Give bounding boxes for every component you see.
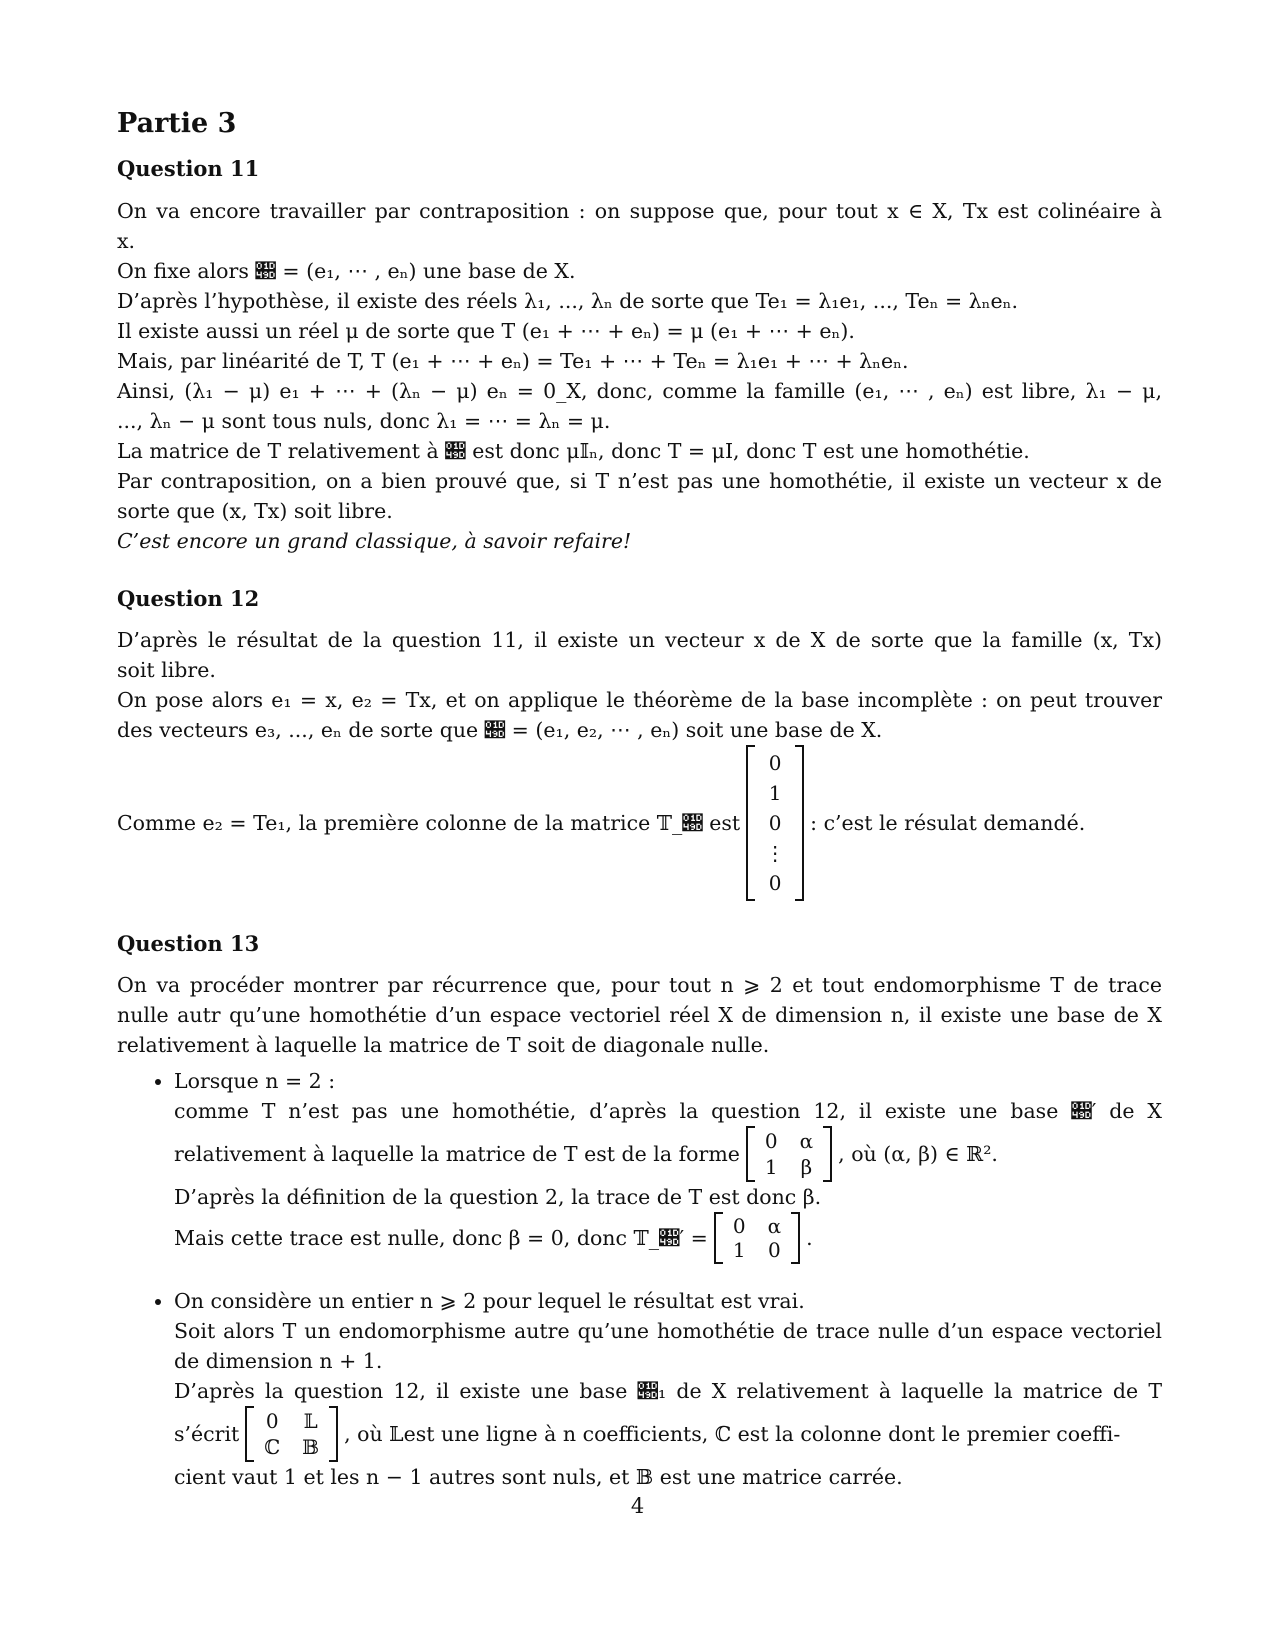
- q11-line: On fixe alors 𝒝 = (e₁, ⋯ , eₙ) une base de X.: [117, 258, 576, 283]
- q11-line: Mais, par linéarité de T, T (e₁ + ⋯ + eₙ) = Te₁ + ⋯ + Teₙ = λ₁e₁ + ⋯ + λₙeₙ.: [117, 348, 909, 373]
- bullet1-line3-after: , où (α, β) ∈ ℝ².: [838, 1141, 998, 1166]
- column-vector-entry: 0: [768, 810, 782, 835]
- q11-line: Il existe aussi un réel μ de sorte que T (e₁ + ⋯ + eₙ) = μ (e₁ + ⋯ + eₙ).: [117, 318, 855, 343]
- matrix-2x2: [714, 1212, 800, 1264]
- matrix-entry: β: [800, 1154, 813, 1179]
- block-matrix: [245, 1406, 338, 1462]
- q12-line: D’après le résultat de la question 11, il existe un vecteur x de X de sorte que la famille (x, Tx): [117, 627, 1162, 652]
- q11-line: x.: [117, 228, 136, 253]
- bullet2-line: • On considère un entier n ⩾ 2 pour lequel le résultat est vrai.: [174, 1288, 805, 1313]
- question-13-title: Question 13: [117, 930, 260, 956]
- column-vector-entry: ⋮: [765, 840, 786, 865]
- matrix-2x2: [746, 1126, 832, 1182]
- column-vector: [746, 745, 804, 901]
- q11-line: On va encore travailler par contraposition : on suppose que, pour tout x ∈ X, Tx est colinéaire à: [117, 198, 1162, 223]
- q12-line: des vecteurs e₃, ..., eₙ de sorte que 𝒝 = (e₁, e₂, ⋯ , eₙ) soit une base de X.: [117, 717, 883, 742]
- matrix-entry: 0: [265, 1408, 279, 1433]
- q12-column-after: : c’est le résulat demandé.: [810, 810, 1086, 835]
- q13-bullet-induction: [174, 1286, 1162, 1492]
- matrix-entry: α: [799, 1128, 814, 1153]
- matrix-entry: 𝔹: [302, 1434, 320, 1459]
- page-number: 4: [630, 1494, 645, 1518]
- matrix-entry: 0: [764, 1128, 778, 1153]
- matrix-entry: α: [767, 1213, 782, 1238]
- matrix-entry: 0: [732, 1213, 746, 1238]
- part-title: Partie 3: [117, 108, 237, 139]
- right-bracket: [329, 1406, 338, 1462]
- question-11-title: Question 11: [117, 156, 260, 182]
- q12-column-statement: [117, 745, 1162, 901]
- bullet1-line3-before: relativement à laquelle la matrice de T est de la forme: [174, 1141, 740, 1166]
- left-bracket: [245, 1406, 254, 1462]
- right-bracket: [791, 1212, 800, 1264]
- bullet1-line: comme T n’est pas une homothétie, d’après la question 12, il existe une base 𝒝′ de X: [174, 1098, 1162, 1123]
- left-bracket: [746, 1126, 755, 1182]
- matrix-entry: ℂ: [264, 1434, 281, 1459]
- q11-note: C’est encore un grand classique, à savoir refaire!: [117, 528, 632, 553]
- q11-line: D’après l’hypothèse, il existe des réels λ₁, ..., λₙ de sorte que Te₁ = λ₁e₁, ..., Teₙ = λₙeₙ.: [117, 288, 1019, 313]
- right-bracket: [795, 745, 804, 901]
- q12-line: On pose alors e₁ = x, e₂ = Tx, et on applique le théorème de la base incomplète : on peut trouver: [117, 687, 1162, 712]
- question-12-title: Question 12: [117, 585, 260, 611]
- left-bracket: [714, 1212, 723, 1264]
- bullet2-line5-after: , où 𝕃est une ligne à n coefficients, ℂ est la colonne dont le premier coeffi-: [344, 1421, 1121, 1446]
- q12-column-before: Comme e₂ = Te₁, la première colonne de la matrice 𝕋_𝒝 est: [117, 810, 741, 835]
- q11-line: ..., λₙ − μ sont tous nuls, donc λ₁ = ⋯ = λₙ = μ.: [117, 408, 611, 433]
- column-vector-entry: 0: [768, 750, 782, 775]
- matrix-entry: 𝕃: [303, 1408, 318, 1433]
- matrix-entry: 1: [764, 1154, 778, 1179]
- bullet2-line: de dimension n + 1.: [174, 1348, 383, 1373]
- q13-bullet-base-case: [174, 1066, 1162, 1264]
- q11-line: Ainsi, (λ₁ − μ) e₁ + ⋯ + (λₙ − μ) eₙ = 0_X, donc, comme la famille (e₁, ⋯ , eₙ) est libre, λ₁ − μ,: [117, 378, 1162, 403]
- bullet1-line: D’après la définition de la question 2, la trace de T est donc β.: [174, 1184, 822, 1209]
- q11-line: La matrice de T relativement à 𝒝 est donc μ𝕀ₙ, donc T = μI, donc T est une homothétie.: [117, 438, 1030, 463]
- page-content: [117, 108, 1162, 1522]
- bullet1-line5-after: .: [806, 1225, 813, 1250]
- bullet1-matrix-line: [174, 1212, 1162, 1264]
- bullet1-line: • Lorsque n = 2 :: [174, 1068, 336, 1093]
- q11-line: Par contraposition, on a bien prouvé que, si T n’est pas une homothétie, il existe un vecteur x de: [117, 468, 1162, 493]
- bullet1-matrix-line: [174, 1126, 1162, 1182]
- matrix-entry: 1: [732, 1237, 746, 1262]
- q12-line: soit libre.: [117, 657, 216, 682]
- q13-intro-line: nulle autr qu’une homothétie d’un espace vectoriel réel X de dimension n, il existe une base de X: [117, 1002, 1162, 1027]
- bullet2-matrix-line: [174, 1406, 1162, 1462]
- bullet1-line5-before: Mais cette trace est nulle, donc β = 0, donc 𝕋_𝒝′ =: [174, 1225, 708, 1250]
- question-11: [117, 156, 1162, 555]
- left-bracket: [746, 745, 755, 901]
- matrix-entry: 0: [767, 1237, 781, 1262]
- bullet2-line5-before: s’écrit: [174, 1421, 240, 1446]
- question-12: [117, 586, 1162, 901]
- bullet2-line: D’après la question 12, il existe une base 𝒝₁ de X relativement à laquelle la matrice de T: [174, 1378, 1162, 1403]
- q13-intro-line: relativement à laquelle la matrice de T soit de diagonale nulle.: [117, 1032, 770, 1057]
- column-vector-entry: 1: [768, 780, 782, 805]
- q13-intro-line: On va procéder montrer par récurrence que, pour tout n ⩾ 2 et tout endomorphisme T de trace: [117, 972, 1162, 997]
- bullet2-line: Soit alors T un endomorphisme autre qu’une homothétie de trace nulle d’un espace vectoriel: [174, 1318, 1162, 1343]
- q11-line: sorte que (x, Tx) soit libre.: [117, 498, 393, 523]
- bullet2-line: cient vaut 1 et les n − 1 autres sont nuls, et 𝔹 est une matrice carrée.: [174, 1464, 903, 1489]
- right-bracket: [823, 1126, 832, 1182]
- q13-bullet-list: [117, 1066, 1162, 1492]
- column-vector-entry: 0: [768, 870, 782, 895]
- question-13: [117, 931, 1162, 1492]
